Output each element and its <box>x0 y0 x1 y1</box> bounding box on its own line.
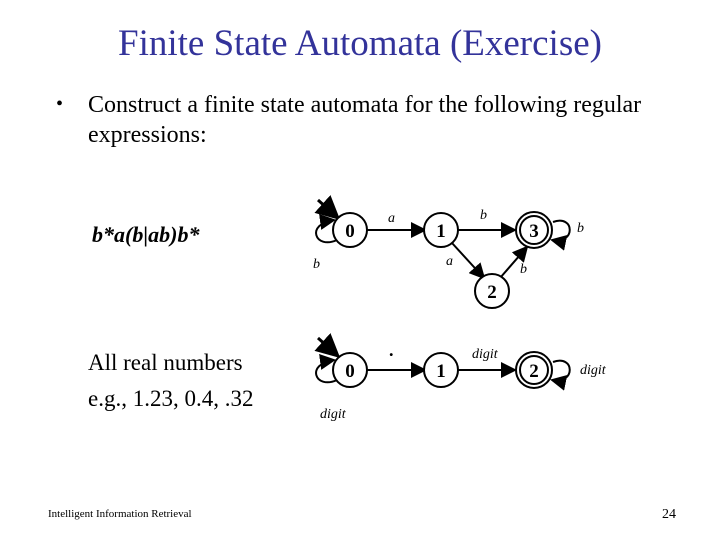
regex-expression: b*a(b|ab)b* <box>92 222 200 247</box>
bullet-marker: • <box>56 93 64 115</box>
edge-2-2-loop <box>552 361 570 381</box>
edge-3-3-label: b <box>577 221 584 236</box>
automaton-2 <box>316 338 607 422</box>
page-number: 24 <box>662 507 676 522</box>
edge-1-2-label-2: digit <box>472 347 498 362</box>
state-1-b-label: 1 <box>436 361 446 382</box>
edge-1-3-label: b <box>480 208 487 223</box>
state-2-b-label: 2 <box>529 361 539 382</box>
real-numbers-title: All real numbers <box>88 350 243 375</box>
state-0-label: 0 <box>345 221 355 242</box>
edge-0-0-label: b <box>313 257 320 272</box>
real-numbers-example: e.g., 1.23, 0.4, .32 <box>88 386 254 411</box>
edge-2-2-label-2: digit <box>580 363 606 378</box>
start-arrow-1 <box>318 200 338 218</box>
start-arrow-2 <box>318 338 338 356</box>
slide-title: Finite State Automata (Exercise) <box>118 23 602 64</box>
edge-0-1-label: a <box>388 211 395 226</box>
edge-1-2 <box>452 243 484 278</box>
bullet-text: Construct a finite state automata for the following regular expressions: <box>88 92 642 148</box>
edge-1-2-label: a <box>446 254 453 269</box>
state-0-b-label: 0 <box>345 361 355 382</box>
edge-3-3-loop <box>552 221 570 241</box>
state-2-label: 2 <box>487 282 497 303</box>
edge-2-3-label: b <box>520 262 527 277</box>
state-3-label: 3 <box>529 221 539 242</box>
automaton-1 <box>313 200 584 308</box>
footer-course-name: Intelligent Information Retrieval <box>48 508 192 520</box>
edge-0-0-label-2: digit <box>320 407 346 422</box>
state-1-label: 1 <box>436 221 446 242</box>
edge-0-1-label-2: . <box>389 340 394 360</box>
